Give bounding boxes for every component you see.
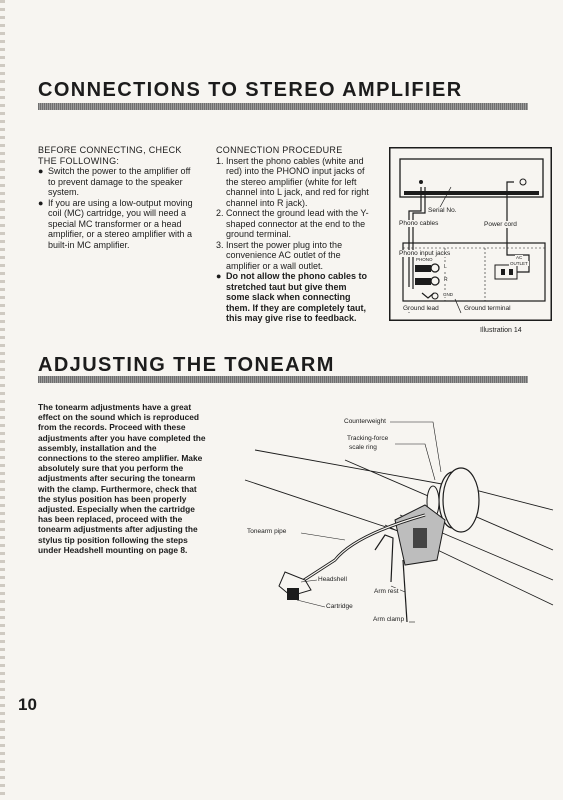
step-text: Insert the power plug into the convenience AC outlet of the amplifier or a wall outlet. [226, 239, 343, 271]
label-phono-input-jacks: Phono input jacks [399, 250, 451, 257]
label-serial-no: Serial No. [428, 207, 457, 214]
label-r: R [444, 277, 448, 283]
label-scale-ring: scale ring [349, 444, 377, 451]
before-heading: BEFORE CONNECTING, CHECK THE FOLLOWING: [38, 145, 182, 166]
label-headshell: Headshell [318, 576, 347, 583]
label-arm-clamp: Arm clamp [373, 616, 405, 623]
illustration-14 [389, 147, 552, 321]
tonearm-diagram [225, 410, 555, 635]
procedure-list [216, 156, 372, 272]
label-tonearm-pipe: Tonearm pipe [247, 528, 287, 535]
before-list [38, 166, 198, 250]
binding-edge [0, 0, 5, 800]
label-outlet: OUTLET [510, 261, 528, 266]
tonearm-body-text: The tonearm adjustments have a great effect on the sound which is reproduced from the records. Proceed with these adjustments after you have completed the assembly, installation and the connections to the stereo amplifier. Make absolutely sure that you perform the adjustments after securing the tonearm with the clamp. Furthermore, check that the stylus position has been properly adjusted. Especially when the cartridge has been replaced, proceed with the tonearm adjustments after adjusting the stylus tip position following the steps under Headshell mounting on page 8. [38, 402, 206, 555]
label-ac: AC [516, 255, 523, 260]
tonearm-illustration [225, 410, 555, 635]
note-bullet: ● [216, 271, 222, 281]
before-connecting-block [38, 145, 198, 250]
step-number: 1. [216, 155, 224, 166]
section-title-connections: CONNECTIONS TO STEREO AMPLIFIER [38, 79, 463, 101]
section-title-tonearm: ADJUSTING THE TONEARM [38, 354, 335, 376]
procedure-note [216, 271, 372, 324]
label-phono-small: PHONO [416, 257, 433, 262]
label-ground-lead: Ground lead [403, 305, 439, 312]
label-power-cord: Power cord [484, 221, 517, 228]
title-rule-connections [38, 103, 528, 110]
bullet-marker: ● [38, 166, 44, 176]
connection-diagram [389, 147, 552, 321]
step-number: 3. [216, 239, 224, 250]
title-rule-tonearm [38, 376, 528, 383]
before-item [38, 166, 198, 198]
before-item-text: If you are using a low-output moving coil (MC) cartridge, you will need a special MC transformer or a head amplifier, or a stereo amplifier with a built-in MC amplifier. [48, 197, 193, 250]
before-item [38, 198, 198, 251]
procedure-step [216, 240, 372, 272]
bullet-marker: ● [38, 197, 44, 208]
procedure-step [216, 156, 372, 209]
label-arm-rest: Arm rest [374, 588, 399, 595]
before-item-text: Switch the power to the amplifier off to prevent damage to the speaker system. [48, 166, 191, 197]
illustration-caption: Illustration 14 [480, 327, 522, 334]
page-number: 10 [18, 695, 37, 714]
label-phono-cables: Phono cables [399, 220, 439, 227]
label-tracking-force: Tracking-force [347, 435, 389, 442]
step-text: Insert the phono cables (white and red) into the PHONO input jacks of the stereo amplifier (white for left channel into L jack, and red for right channel into R jack). [226, 155, 369, 208]
procedure-heading: CONNECTION PROCEDURE [216, 145, 343, 155]
label-ground-terminal: Ground terminal [464, 305, 511, 312]
procedure-step [216, 208, 372, 240]
step-text: Connect the ground lead with the Y-shaped connector at the end to the ground terminal. [226, 208, 369, 239]
label-counterweight: Counterweight [344, 418, 386, 425]
label-cartridge: Cartridge [326, 603, 353, 610]
note-text: Do not allow the phono cables to stretched taut but give them some slack when connecting them. If they are completely taut, this may give rise to feedback. [226, 271, 367, 323]
label-l: L [444, 264, 447, 270]
label-gnd: GND [443, 292, 453, 297]
step-number: 2. [216, 208, 224, 218]
procedure-block [216, 145, 372, 324]
